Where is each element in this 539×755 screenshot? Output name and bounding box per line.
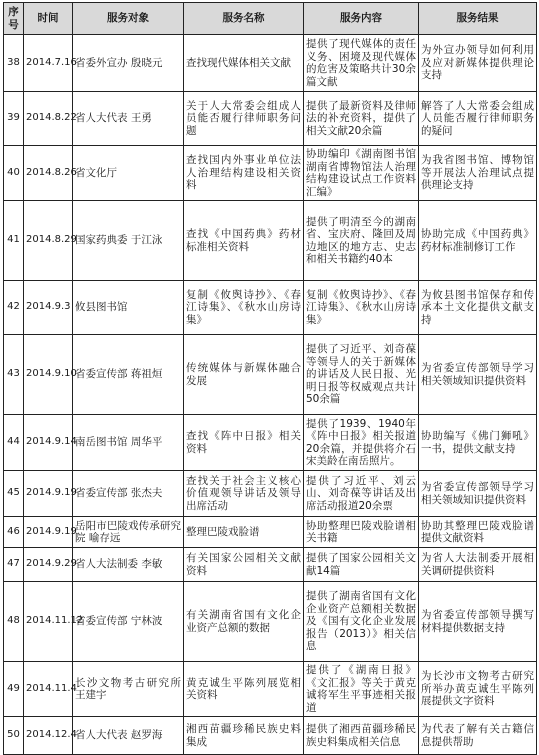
row-service-result: 为省委宣传部领导撰写材料提供数据支持 [419, 582, 537, 662]
row-number: 43 [4, 335, 24, 415]
row-target: 岳阳市巴陵戏传承研究院 喻存远 [73, 517, 184, 548]
row-service-name: 有关湖南省国有文化企业资产总额的数据 [184, 582, 304, 662]
row-number: 50 [4, 717, 24, 755]
row-service-result: 协助完成《中国药典》药材标准制修订工作 [419, 201, 537, 281]
row-service-name: 复制《攸舆诗抄》、《春江诗集》、《秋水山房诗集》 [184, 281, 304, 335]
row-target: 省委宣传部 宁林波 [73, 582, 184, 662]
row-time: 2014.9.29 [24, 548, 73, 582]
row-service-name: 关于人大常委会组成人员能否履行律师职务问题 [184, 92, 304, 146]
row-target: 省人大代表 王勇 [73, 92, 184, 146]
row-service-content: 提供了明清至今的湖南省、宝庆府、隆回及周边地区的地方志、史志和相关书籍约40本 [304, 201, 419, 281]
table-row [4, 92, 537, 146]
row-time: 2014.11.4 [24, 662, 73, 717]
row-service-name: 查找国内外事业单位法人治理结构建设相关资料 [184, 146, 304, 201]
header-service-name: 服务名称 [184, 3, 304, 35]
row-number: 38 [4, 35, 24, 92]
table-body [4, 35, 537, 755]
row-time: 2014.8.26 [24, 146, 73, 201]
table-row [4, 415, 537, 471]
header-target: 服务对象 [73, 3, 184, 35]
row-target: 省文化厅 [73, 146, 184, 201]
row-service-name: 黄克诚生平陈列展览相关资料 [184, 662, 304, 717]
row-service-result: 为代表了解有关古籍信息提供帮助 [419, 717, 537, 755]
row-service-result: 为省委宣传部领导学习相关领域知识提供资料 [419, 335, 537, 415]
row-service-name: 查找现代媒体相关文献 [184, 35, 304, 92]
row-service-content: 提供了现代媒体的责任义务、困境及现代媒体的危害及策略共计30余篇文献 [304, 35, 419, 92]
row-service-content: 协助整理巴陵戏脸谱相关书籍 [304, 517, 419, 548]
row-number: 48 [4, 582, 24, 662]
table-row [4, 548, 537, 582]
row-service-content: 提供了《湖南日报》《文汇报》等关于黄克诚将军生平事迹相关报道 [304, 662, 419, 717]
row-service-name: 传统媒体与新媒体融合发展 [184, 335, 304, 415]
row-service-result: 协助编写《佛门狮吼》一书，提供文献支持 [419, 415, 537, 471]
row-service-name: 查找关于社会主义核心价值观领导讲话及领导出席活动 [184, 471, 304, 517]
header-service-result: 服务结果 [419, 3, 537, 35]
row-service-content: 协助编印《湖南图书馆湖南省博物馆法人治理结构建设试点工作资料汇编》 [304, 146, 419, 201]
row-service-content: 提供了1939、1940年《阵中日报》相关报道20余篇，并提供将介石宋美龄在南岳照片。 [304, 415, 419, 471]
table-row [4, 335, 537, 415]
row-service-content: 提供了国家公园相关文献14篇 [304, 548, 419, 582]
row-time: 2014.9.3 [24, 281, 73, 335]
row-time: 2014.11.12 [24, 582, 73, 662]
row-service-result: 为省委宣传部领导学习相关领域知识提供资料 [419, 471, 537, 517]
row-service-name: 有关国家公园相关文献资料 [184, 548, 304, 582]
row-service-content: 提供了湘西苗疆珍稀民族史料集成相关信息 [304, 717, 419, 755]
row-number: 45 [4, 471, 24, 517]
row-time: 2014.9.14 [24, 415, 73, 471]
row-target: 攸县图书馆 [73, 281, 184, 335]
row-number: 39 [4, 92, 24, 146]
row-time: 2014.8.29 [24, 201, 73, 281]
row-service-result: 为我省图书馆、博物馆等开展法人治理试点提供理论支持 [419, 146, 537, 201]
row-service-name: 湘西苗疆珍稀民族史料集成 [184, 717, 304, 755]
row-number: 41 [4, 201, 24, 281]
table-row [4, 146, 537, 201]
row-target: 国家药典委 于江泳 [73, 201, 184, 281]
row-target: 省委宣传部 蒋祖烜 [73, 335, 184, 415]
row-number: 44 [4, 415, 24, 471]
table-header [4, 3, 537, 35]
table-row [4, 471, 537, 517]
row-service-result: 为长沙市文物考古研究所举办黄克诚生平陈列展提供文字资料 [419, 662, 537, 717]
row-service-content: 复制《攸舆诗抄》、《春江诗集》、《秋水山房诗集》 [304, 281, 419, 335]
row-service-name: 整理巴陵戏脸谱 [184, 517, 304, 548]
row-target: 省人大代表 赵罗海 [73, 717, 184, 755]
row-target: 省委宣传部 张杰夫 [73, 471, 184, 517]
row-time: 2014.8.22 [24, 92, 73, 146]
row-target: 南岳图书馆 周华平 [73, 415, 184, 471]
table-row [4, 35, 537, 92]
header-service-content: 服务内容 [304, 3, 419, 35]
row-time: 2014.7.16 [24, 35, 73, 92]
header-number: 序号 [4, 3, 24, 35]
row-number: 40 [4, 146, 24, 201]
row-number: 46 [4, 517, 24, 548]
table-row [4, 662, 537, 717]
row-service-content: 提供了习近平、刘奇葆等领导人的关于新媒体的讲话及人民日报、光明日报等权威观点共计50余篇 [304, 335, 419, 415]
row-number: 49 [4, 662, 24, 717]
row-time: 2014.9.19 [24, 471, 73, 517]
row-service-result: 协助其整理巴陵戏脸谱提供文献资料 [419, 517, 537, 548]
table-row [4, 582, 537, 662]
row-service-result: 为攸县图书馆保存和传承本土文化提供文献支持 [419, 281, 537, 335]
row-target: 长沙文物考古研究所 王建宇 [73, 662, 184, 717]
table-row [4, 517, 537, 548]
row-target: 省委外宣办 殷晓元 [73, 35, 184, 92]
table-row [4, 201, 537, 281]
service-records-table [3, 2, 537, 755]
row-service-content: 提供了习近平、刘云山、刘奇葆等讲话及出席活动报道20余票 [304, 471, 419, 517]
header-row [4, 3, 537, 35]
row-time: 2014.9.10 [24, 335, 73, 415]
row-service-content: 提供了湖南省国有文化企业资产总额相关数据及《国有文化企业发展报告（2013）》相关信息 [304, 582, 419, 662]
table-row [4, 281, 537, 335]
row-service-result: 解答了人大常委会组成人员能否履行律师职务的疑问 [419, 92, 537, 146]
row-service-name: 查找《中国药典》药材标准相关资料 [184, 201, 304, 281]
row-number: 47 [4, 548, 24, 582]
row-service-result: 为外宣办领导如何利用及应对新媒体提供理论支持 [419, 35, 537, 92]
table-row [4, 717, 537, 755]
row-number: 42 [4, 281, 24, 335]
row-service-result: 为省人大法制委开展相关调研提供资料 [419, 548, 537, 582]
row-service-name: 查找《阵中日报》相关资料 [184, 415, 304, 471]
row-service-content: 提供了最新资料及律师法的补充资料，提供了相关文献20余篇 [304, 92, 419, 146]
header-time: 时间 [24, 3, 73, 35]
row-target: 省人大法制委 李敏 [73, 548, 184, 582]
row-time: 2014.12.4 [24, 717, 73, 755]
row-time: 2014.9.19 [24, 517, 73, 548]
